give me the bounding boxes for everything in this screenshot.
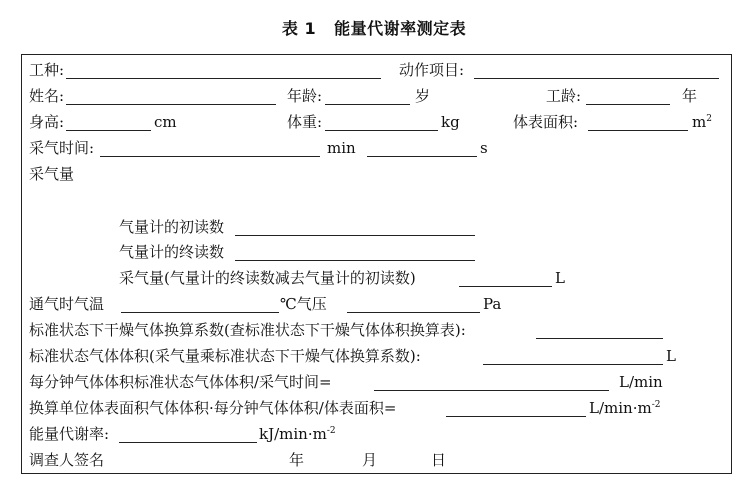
age-label: 年龄: xyxy=(287,87,323,105)
age-unit: 岁 xyxy=(415,87,431,105)
per-area-unit-base: L/min·m xyxy=(589,399,652,417)
weight-label: 体重: xyxy=(287,113,323,131)
year-label: 年 xyxy=(289,451,305,469)
seniority-label: 工龄: xyxy=(546,87,582,105)
per-minute-unit: L/min xyxy=(619,373,663,391)
name-field[interactable] xyxy=(66,104,276,105)
weight-field[interactable] xyxy=(325,130,438,131)
time-min-unit: min xyxy=(327,139,356,157)
final-reading-label: 气量计的终读数 xyxy=(119,243,225,261)
energy-metabolism-form xyxy=(21,54,732,474)
row-conversion-factor xyxy=(22,319,733,341)
temperature-field[interactable] xyxy=(121,312,279,313)
month-label: 月 xyxy=(362,451,378,469)
surface-field[interactable] xyxy=(588,130,688,131)
action-item-field[interactable] xyxy=(474,78,719,79)
pressure-unit: Pa xyxy=(483,295,502,313)
row-final-reading xyxy=(22,241,733,263)
metabolic-rate-unit-base: kJ/min·m xyxy=(259,425,327,443)
time-sec-unit: s xyxy=(480,139,488,157)
row-signature xyxy=(22,449,733,471)
time-sec-field[interactable] xyxy=(367,156,477,157)
height-label: 身高: xyxy=(29,113,65,131)
name-label: 姓名: xyxy=(29,87,65,105)
per-area-unit xyxy=(589,397,660,419)
time-min-field[interactable] xyxy=(100,156,320,157)
surface-unit-exponent: 2 xyxy=(706,114,712,124)
row-per-minute xyxy=(22,371,733,393)
surface-unit xyxy=(692,111,712,133)
weight-unit: kg xyxy=(441,113,460,131)
standard-volume-unit: L xyxy=(666,347,676,365)
metabolic-rate-field[interactable] xyxy=(119,442,257,443)
volume-heading: 采气量 xyxy=(29,165,75,183)
time-label: 采气时间: xyxy=(29,139,95,157)
row-standard-volume xyxy=(22,345,733,367)
work-type-label: 工种: xyxy=(29,61,65,79)
per-area-field[interactable] xyxy=(446,416,586,417)
metabolic-rate-label: 能量代谢率: xyxy=(29,425,110,443)
row-height xyxy=(22,111,733,133)
seniority-unit: 年 xyxy=(682,87,698,105)
work-type-field[interactable] xyxy=(66,78,381,79)
day-label: 日 xyxy=(431,451,447,469)
row-name xyxy=(22,85,733,107)
signer-label: 调查人签名 xyxy=(29,451,105,469)
standard-volume-label: 标准状态气体体积(采气量乘标准状态下干燥气体换算系数): xyxy=(29,347,421,365)
volume-diff-label: 采气量(气量计的终读数减去气量计的初读数) xyxy=(119,269,416,287)
metabolic-rate-unit-exponent: -2 xyxy=(326,426,336,436)
row-volume-heading xyxy=(22,163,733,185)
row-work-type xyxy=(22,59,733,81)
initial-reading-label: 气量计的初读数 xyxy=(119,218,225,236)
age-field[interactable] xyxy=(325,104,410,105)
per-area-unit-exponent: -2 xyxy=(651,400,661,410)
height-field[interactable] xyxy=(66,130,151,131)
temperature-label: 通气时气温 xyxy=(29,295,105,313)
conversion-factor-field[interactable] xyxy=(536,338,663,339)
per-area-label: 换算单位体表面积气体体积·每分钟气体体积/体表面积= xyxy=(29,399,397,417)
initial-reading-field[interactable] xyxy=(235,235,475,236)
per-minute-label: 每分钟气体体积标准状态气体体积/采气时间= xyxy=(29,373,332,391)
height-unit: cm xyxy=(154,113,177,131)
per-minute-field[interactable] xyxy=(374,390,609,391)
row-initial-reading xyxy=(22,216,733,238)
surface-unit-base: m xyxy=(692,113,707,131)
final-reading-field[interactable] xyxy=(235,260,475,261)
seniority-field[interactable] xyxy=(586,104,670,105)
volume-diff-field[interactable] xyxy=(459,286,552,287)
table-number: 表 1 xyxy=(281,19,317,38)
surface-label: 体表面积: xyxy=(513,113,579,131)
action-item-label: 动作项目: xyxy=(399,61,465,79)
pressure-label: ℃气压 xyxy=(280,295,327,313)
row-volume-diff xyxy=(22,267,733,289)
metabolic-rate-unit xyxy=(259,423,336,445)
row-metabolic-rate xyxy=(22,423,733,445)
pressure-field[interactable] xyxy=(347,312,480,313)
conversion-factor-label: 标准状态下干燥气体换算系数(查标准状态下干燥气体体积换算表): xyxy=(29,321,466,339)
standard-volume-field[interactable] xyxy=(483,364,663,365)
row-temperature xyxy=(22,293,733,315)
table-title xyxy=(0,16,748,39)
row-per-area xyxy=(22,397,733,419)
row-time xyxy=(22,137,733,159)
table-title-text: 能量代谢率测定表 xyxy=(334,19,467,38)
volume-diff-unit: L xyxy=(555,269,565,287)
